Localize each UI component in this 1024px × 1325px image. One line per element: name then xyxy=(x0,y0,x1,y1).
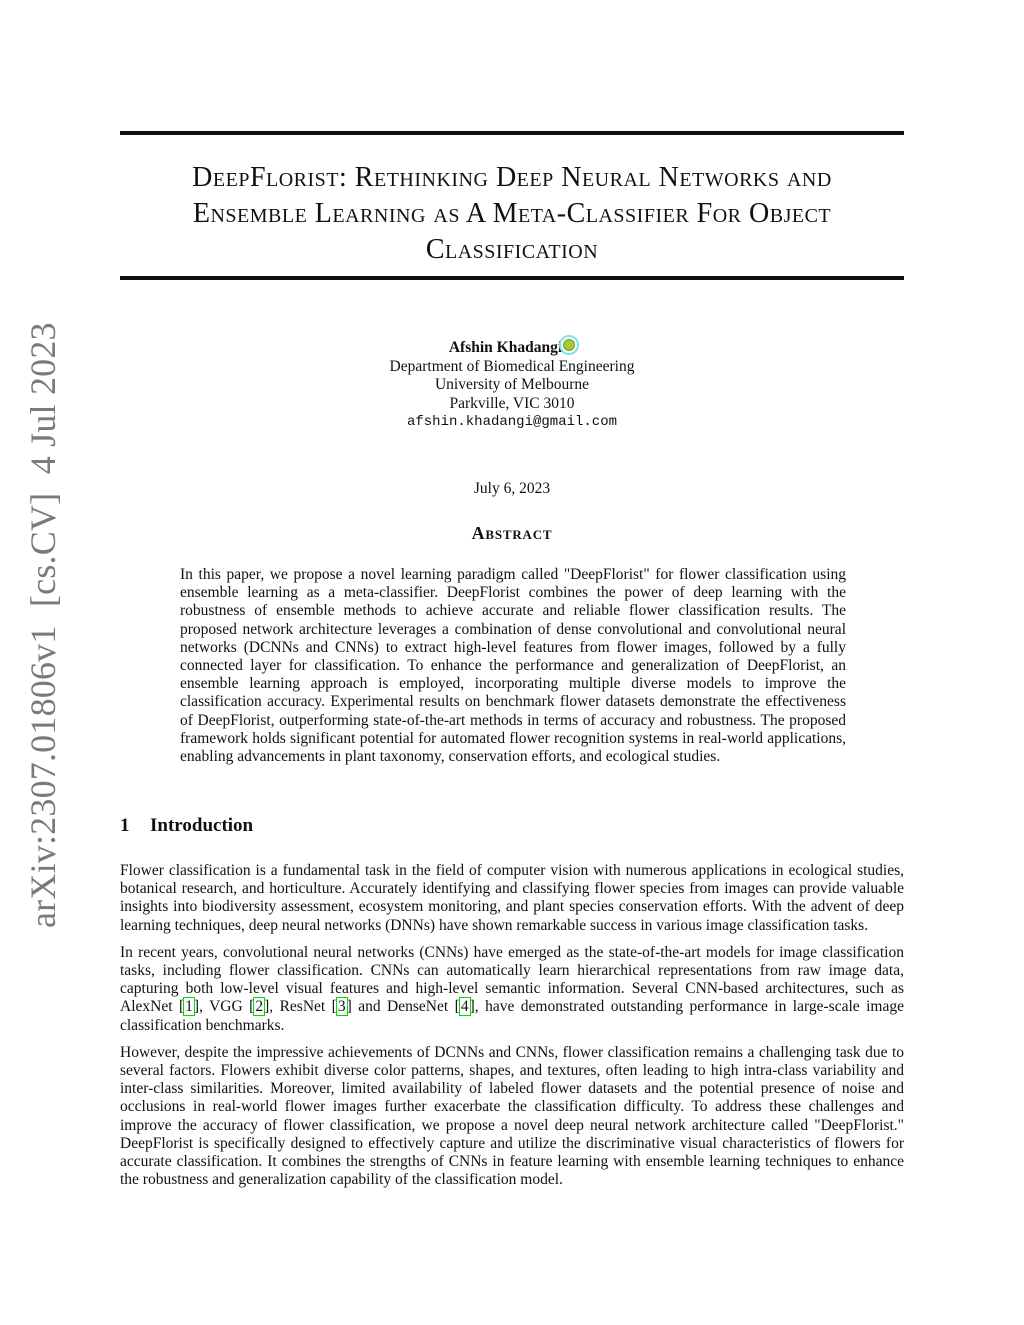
citation-link-3[interactable]: 3 xyxy=(337,998,346,1016)
citation-link-4[interactable]: 4 xyxy=(460,998,469,1016)
section-number: 1 xyxy=(120,815,130,836)
p2-text-5: , have demonstrated outstanding performance in large-scale image classification benchmarks. xyxy=(120,998,904,1034)
author-email: afshin.khadangi@gmail.com xyxy=(406,414,618,430)
p2-text-1: In recent years, convolutional neural networks (CNNs) have emerged as the state-of-the-art models for image classification tasks, including flower classification. CNNs can automatically learn hierarchical representations from raw image data, capturing both low-level visual features and high-level semantic information. Several CNN-based architectures, such as AlexNet xyxy=(120,943,904,1016)
title-line-2: Ensemble Learning as A Meta-Classifier For Object xyxy=(192,198,832,229)
paper-title xyxy=(120,160,904,268)
section-heading xyxy=(120,815,253,837)
author-department: Department of Biomedical Engineering xyxy=(389,357,635,375)
title-line-3: Classification xyxy=(425,234,599,265)
author-university: University of Melbourne xyxy=(434,376,590,393)
intro-paragraph-2: In recent years, convolutional neural networks (CNNs) have emerged as the state-of-the-art models for image classification tasks, including flower classification. CNNs can automatically learn hierarchical representations from raw image data, capturing both low-level visual features and high-level semantic information. Several CNN-based architectures, such as AlexNet [1], VGG [2], ResNet [3] and DenseNet [4], have demonstrated outstanding performance in large-scale image classification benchmarks. xyxy=(120,943,904,1034)
author-name: Afshin Khadangi xyxy=(448,339,563,356)
author-location: Parkville, VIC 3010 xyxy=(449,394,575,412)
intro-paragraph-3: However, despite the impressive achievements of DCNNs and CNNs, flower classification remains a challenging task due to several factors. Flowers exhibit diverse color patterns, shapes, and textures, often leading to high intra-class variability and inter-class similarities. Moreover, limited availability of labeled flower datasets and the potential presence of noise and occlusions in real-world flower images further exacerbate the classification difficulty. To address these challenges and improve the accuracy of flower classification, we propose a novel deep neural network architecture called "DeepFlorist." DeepFlorist is specifically designed to effectively capture and utilize the discriminative visual characteristics of flowers for accurate classification. It combines the strengths of CNNs in feature learning with ensemble learning techniques to enhance the robustness and generalization capability of the classification model. xyxy=(120,1043,904,1189)
intro-paragraph-1: Flower classification is a fundamental task in the field of computer vision with numerous applications in ecological studies, botanical research, and horticulture. Accurately identifying and classifying flower species from images can provide valuable insights into biodiversity assessment, ecosystem monitoring, and plant species conservation efforts. With the advent of deep learning techniques, deep neural networks (DNNs) have shown remarkable success in various image classification tasks. xyxy=(120,862,904,934)
citation-link-1[interactable]: 1 xyxy=(185,998,193,1016)
title-rule-top xyxy=(120,131,904,135)
title-line-1: DeepFlorist: Rethinking Deep Neural Networks and xyxy=(192,162,832,193)
abstract-heading: Abstract xyxy=(471,523,553,543)
author-block xyxy=(120,339,904,432)
section-title: Introduction xyxy=(150,815,254,836)
p2-text-4: and DenseNet xyxy=(351,998,455,1016)
orcid-icon[interactable] xyxy=(563,339,575,351)
arxiv-identifier: arXiv:2307.01806v1 [cs.CV] 4 Jul 2023 xyxy=(23,322,63,928)
abstract-text: In this paper, we propose a novel learning paradigm called "DeepFlorist" for flower classification using ensemble learning as a meta-classifier. DeepFlorist combines the power of deep learning with the robustness of ensemble methods to achieve accurate and reliable flower classification results. The proposed network architecture leverages a combination of dense convolutional and convolutional neural networks (DCNNs and CNNs) to extract high-level features from flower images, followed by a fully connected layer for classification. To enhance the performance and generalization of DeepFlorist, an ensemble learning approach is employed, incorporating multiple diverse models to improve the classification accuracy. Experimental results on benchmark flower datasets demonstrate the effectiveness of DeepFlorist, outperforming state-of-the-art methods in terms of accuracy and robustness. The proposed framework holds significant potential for automated flower recognition systems in real-world applications, enabling advancements in plant taxonomy, conservation efforts, and ecological studies. xyxy=(180,566,846,766)
title-rule-bottom xyxy=(120,276,904,280)
p2-text-3: , ResNet xyxy=(269,998,332,1016)
p2-text-2: , VGG xyxy=(199,998,250,1016)
section-body xyxy=(120,862,904,1198)
citation-link-2[interactable]: 2 xyxy=(255,998,264,1016)
paper-date: July 6, 2023 xyxy=(473,480,551,497)
